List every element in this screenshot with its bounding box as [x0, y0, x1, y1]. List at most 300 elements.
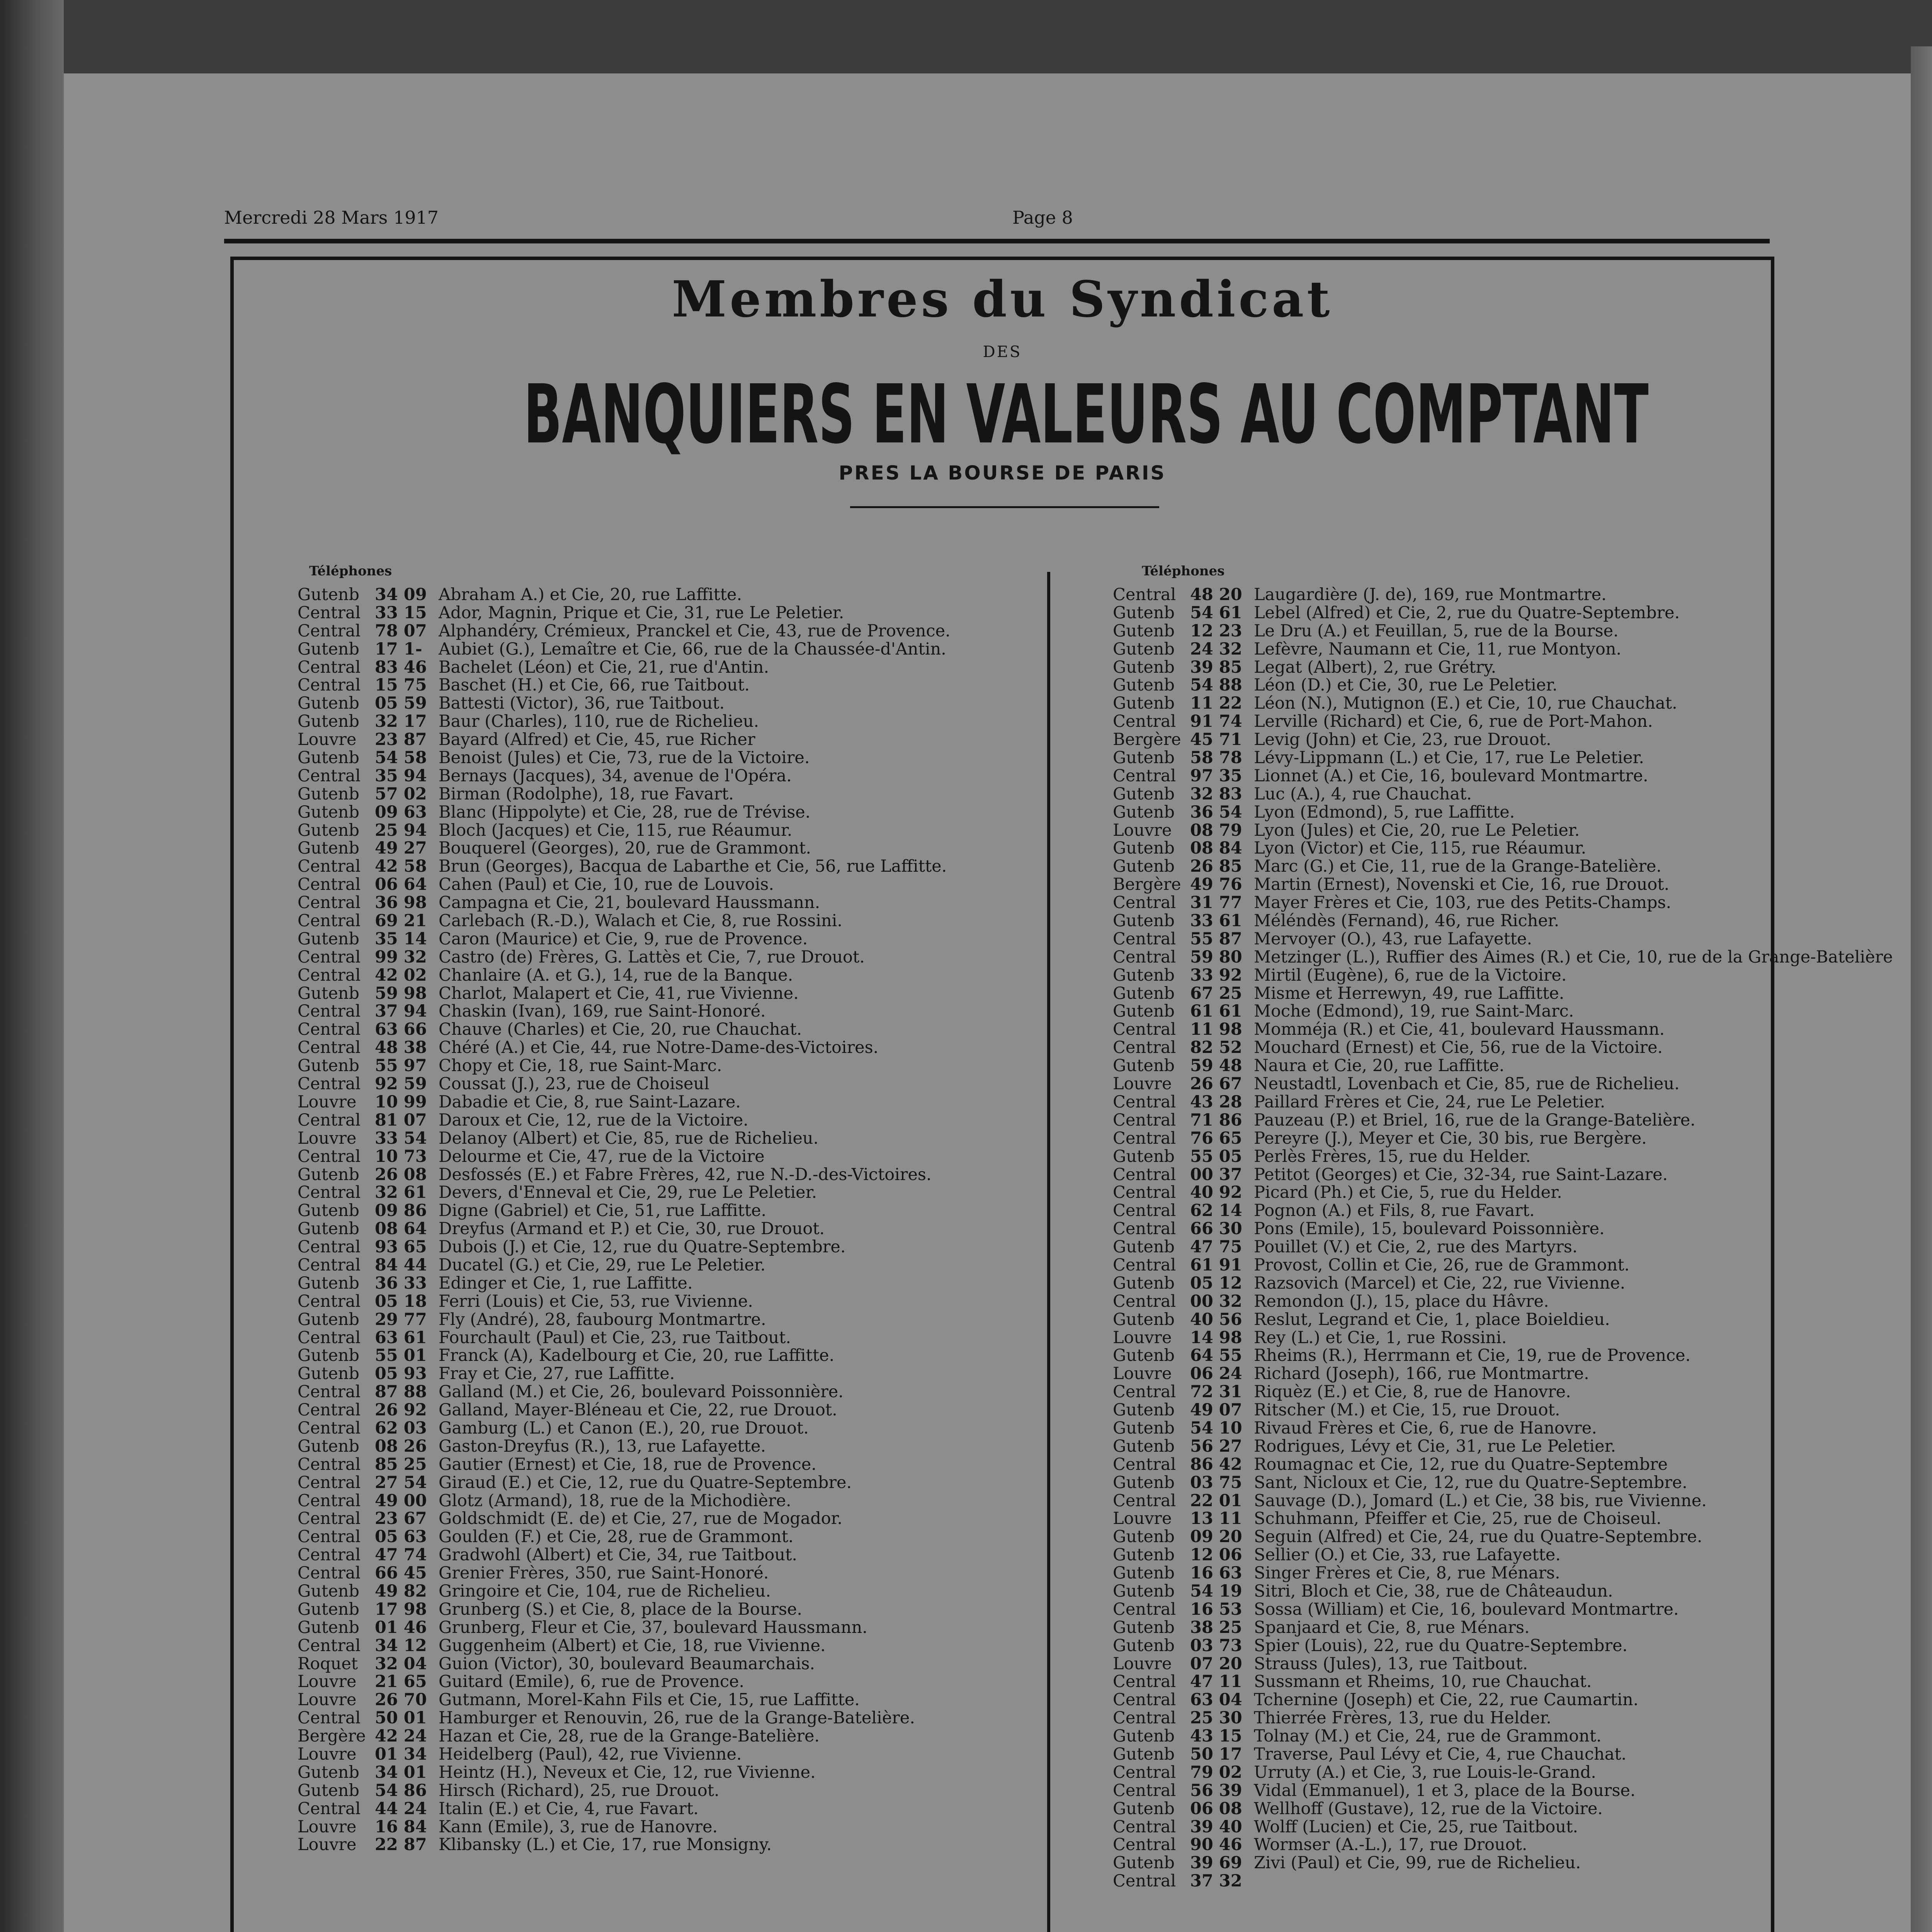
- title-membres: Membres du Syndicat: [672, 270, 1333, 328]
- member-number: 25 94: [375, 820, 427, 840]
- member-row: [1113, 767, 1770, 785]
- member-exchange: Central: [1113, 1491, 1176, 1510]
- member-row: [1113, 912, 1770, 930]
- member-exchange: Gutenb: [1113, 1527, 1175, 1547]
- member-row: [298, 1202, 1039, 1220]
- member-exchange: Central: [1113, 766, 1176, 786]
- member-exchange: Gutenb: [298, 712, 359, 731]
- member-entry: Goulden (F.) et Cie, 28, rue de Grammont.: [439, 1527, 794, 1547]
- member-number: 00 37: [1190, 1165, 1242, 1184]
- member-row: [1113, 876, 1770, 894]
- member-entry: Guggenheim (Albert) et Cie, 18, rue Vivienne.: [439, 1636, 826, 1655]
- member-number: 33 92: [1190, 965, 1242, 985]
- member-exchange: Gutenb: [298, 802, 359, 822]
- member-number: 09 86: [375, 1201, 427, 1221]
- member-entry: Campagna et Cie, 21, boulevard Haussmann.: [439, 893, 820, 913]
- member-entry: Dubois (J.) et Cie, 12, rue du Quatre-Septembre.: [439, 1237, 846, 1257]
- member-number: 55 87: [1190, 929, 1242, 949]
- member-row: [1113, 1039, 1770, 1057]
- member-row: [1113, 894, 1770, 912]
- member-entry: Richard (Joseph), 166, rue Montmartre.: [1254, 1364, 1589, 1384]
- member-row: [1113, 749, 1770, 767]
- page-left-edge: [0, 0, 64, 1932]
- member-number: 54 61: [1190, 603, 1242, 622]
- member-number: 84 44: [375, 1255, 427, 1275]
- member-number: 17 1-: [375, 639, 422, 659]
- member-number: 99 32: [375, 947, 427, 967]
- member-entry: Traverse, Paul Lévy et Cie, 4, rue Chauchat.: [1254, 1745, 1627, 1764]
- member-row: [298, 1220, 1039, 1238]
- member-exchange: Gutenb: [298, 639, 359, 659]
- member-exchange: Bergère: [298, 1726, 366, 1746]
- member-row: [1113, 1510, 1770, 1528]
- member-entry: Strauss (Jules), 13, rue Taitbout.: [1254, 1654, 1528, 1673]
- member-number: 32 04: [375, 1654, 427, 1673]
- member-entry: Klibansky (L.) et Cie, 17, rue Monsigny.: [439, 1835, 772, 1855]
- member-exchange: Central: [298, 1237, 361, 1257]
- member-entry: Heidelberg (Paul), 42, rue Vivienne.: [439, 1745, 742, 1764]
- member-exchange: Central: [298, 965, 361, 985]
- member-row: [1113, 694, 1770, 713]
- member-row: [298, 1274, 1039, 1293]
- member-entry: Benoist (Jules) et Cie, 73, rue de la Victoire.: [439, 748, 810, 768]
- member-exchange: Central: [1113, 1599, 1176, 1619]
- member-number: 63 61: [375, 1328, 427, 1347]
- left-tel-heading: Téléphones: [309, 563, 392, 579]
- member-exchange: Gutenb: [1113, 639, 1175, 659]
- member-number: 05 18: [375, 1291, 427, 1311]
- member-number: 93 65: [375, 1237, 427, 1257]
- member-number: 56 27: [1190, 1436, 1242, 1456]
- member-exchange: Gutenb: [1113, 911, 1175, 931]
- member-entry: Sellier (O.) et Cie, 33, rue Lafayette.: [1254, 1545, 1561, 1565]
- member-entry: Digne (Gabriel) et Cie, 51, rue Laffitte.: [439, 1201, 767, 1221]
- member-entry: Rivaud Frères et Cie, 6, rue de Hanovre.: [1254, 1418, 1597, 1438]
- member-exchange: Central: [298, 1473, 361, 1492]
- member-number: 32 83: [1190, 784, 1242, 804]
- member-row: [298, 839, 1039, 857]
- member-exchange: Gutenb: [1113, 675, 1175, 695]
- member-number: 10 73: [375, 1146, 427, 1166]
- member-number: 11 22: [1190, 694, 1242, 713]
- member-entry: Naura et Cie, 20, rue Laffitte.: [1254, 1056, 1505, 1076]
- member-number: 14 98: [1190, 1328, 1242, 1347]
- member-exchange: Gutenb: [298, 1599, 359, 1619]
- member-row: [298, 1619, 1039, 1637]
- member-row: [298, 1148, 1039, 1166]
- member-entry: Fly (André), 28, faubourg Montmartre.: [439, 1310, 766, 1329]
- member-exchange: Gutenb: [298, 1617, 359, 1637]
- member-exchange: Central: [1113, 712, 1176, 731]
- member-entry: Spier (Louis), 22, rue du Quatre-Septembre.: [1254, 1636, 1628, 1655]
- member-row: [298, 1564, 1039, 1582]
- member-number: 37 32: [1190, 1871, 1242, 1891]
- member-number: 16 53: [1190, 1599, 1242, 1619]
- member-exchange: Gutenb: [298, 1273, 359, 1293]
- member-row: [298, 1745, 1039, 1764]
- member-exchange: Central: [298, 1291, 361, 1311]
- member-row: [298, 676, 1039, 694]
- member-number: 91 74: [1190, 712, 1242, 731]
- member-row: [298, 1709, 1039, 1727]
- member-row: [1113, 1673, 1770, 1691]
- member-exchange: Gutenb: [1113, 603, 1175, 622]
- member-exchange: Central: [298, 1636, 361, 1655]
- member-row: [1113, 1492, 1770, 1510]
- member-entry: Moche (Edmond), 19, rue Saint-Marc.: [1254, 1002, 1574, 1021]
- member-number: 09 20: [1190, 1527, 1242, 1547]
- member-row: [1113, 1456, 1770, 1474]
- member-number: 08 26: [375, 1436, 427, 1456]
- member-entry: Metzinger (L.), Ruffier des Aimes (R.) et Cie, 10, rue de la Grange-Batelière: [1254, 947, 1893, 967]
- member-number: 42 02: [375, 965, 427, 985]
- member-entry: Galland (M.) et Cie, 26, boulevard Poissonnière.: [439, 1382, 844, 1402]
- member-row: [298, 1637, 1039, 1655]
- member-exchange: Gutenb: [1113, 748, 1175, 768]
- member-number: 59 98: [375, 983, 427, 1003]
- member-number: 36 98: [375, 893, 427, 913]
- member-row: [1113, 1220, 1770, 1238]
- member-number: 06 64: [375, 875, 427, 895]
- member-entry: Daroux et Cie, 12, rue de la Victoire.: [439, 1110, 748, 1130]
- member-entry: Pauzeau (P.) et Briel, 16, rue de la Grange-Batelière.: [1254, 1110, 1696, 1130]
- member-entry: Sant, Nicloux et Cie, 12, rue du Quatre-Septembre.: [1254, 1473, 1687, 1492]
- member-row: [298, 1764, 1039, 1782]
- member-row: [1113, 1582, 1770, 1600]
- member-exchange: Central: [1113, 1201, 1176, 1221]
- member-exchange: Gutenb: [298, 838, 359, 858]
- member-entry: Abraham A.) et Cie, 20, rue Laffitte.: [439, 585, 742, 604]
- member-number: 36 33: [375, 1273, 427, 1293]
- member-number: 54 10: [1190, 1418, 1242, 1438]
- member-entry: Guion (Victor), 30, boulevard Beaumarchais.: [439, 1654, 815, 1673]
- member-number: 55 01: [375, 1346, 427, 1366]
- member-exchange: Central: [298, 875, 361, 895]
- member-exchange: Gutenb: [298, 820, 359, 840]
- right-tel-heading: Téléphones: [1142, 563, 1225, 579]
- member-exchange: Gutenb: [1113, 1726, 1175, 1746]
- page-right-edge: [1911, 46, 1932, 1932]
- member-entry: Sauvage (D.), Jomard (L.) et Cie, 38 bis, rue Vivienne.: [1254, 1491, 1707, 1510]
- member-number: 06 24: [1190, 1364, 1242, 1384]
- member-exchange: Gutenb: [1113, 983, 1175, 1003]
- member-row: [298, 1401, 1039, 1419]
- member-entry: Grenier Frères, 350, rue Saint-Honoré.: [439, 1563, 769, 1583]
- member-number: 05 63: [375, 1527, 427, 1547]
- member-entry: Battesti (Victor), 36, rue Taitbout.: [439, 694, 725, 713]
- member-entry: Lévy-Lippmann (L.) et Cie, 17, rue Le Peletier.: [1254, 748, 1644, 768]
- column-divider: [1047, 572, 1050, 1932]
- member-number: 21 65: [375, 1672, 427, 1692]
- member-exchange: Gutenb: [1113, 802, 1175, 822]
- member-exchange: Central: [1113, 893, 1176, 913]
- member-entry: Sitri, Bloch et Cie, 38, rue de Châteaudun.: [1254, 1581, 1613, 1601]
- member-row: [1113, 1764, 1770, 1782]
- member-entry: Zivi (Paul) et Cie, 99, rue de Richelieu.: [1254, 1853, 1581, 1873]
- member-number: 31 77: [1190, 893, 1242, 913]
- member-entry: Chauve (Charles) et Cie, 20, rue Chauchat.: [439, 1020, 802, 1039]
- member-exchange: Gutenb: [298, 694, 359, 713]
- member-entry: Bloch (Jacques) et Cie, 115, rue Réaumur.: [439, 820, 793, 840]
- member-number: 48 38: [375, 1038, 427, 1058]
- member-row: [298, 1057, 1039, 1075]
- member-exchange: Gutenb: [298, 983, 359, 1003]
- member-entry: Chéré (A.) et Cie, 44, rue Notre-Dame-des-Victoires.: [439, 1038, 879, 1058]
- member-row: [1113, 1818, 1770, 1836]
- member-exchange: Central: [298, 1328, 361, 1347]
- member-entry: Mirtil (Eugène), 6, rue de la Victoire.: [1254, 965, 1567, 985]
- member-row: [1113, 1238, 1770, 1256]
- member-number: 44 24: [375, 1799, 427, 1818]
- member-number: 25 30: [1190, 1708, 1242, 1728]
- member-entry: Glotz (Armand), 18, rue de la Michodière.: [439, 1491, 791, 1510]
- member-row: [298, 694, 1039, 713]
- member-exchange: Gutenb: [1113, 1563, 1175, 1583]
- member-row: [1113, 676, 1770, 694]
- member-row: [1113, 1202, 1770, 1220]
- member-entry: Hazan et Cie, 28, rue de la Grange-Batelière.: [439, 1726, 820, 1746]
- member-row: [298, 1075, 1039, 1093]
- member-entry: Chopy et Cie, 18, rue Saint-Marc.: [439, 1056, 722, 1076]
- member-entry: Bouquerel (Georges), 20, rue de Grammont.: [439, 838, 811, 858]
- member-exchange: Central: [298, 893, 361, 913]
- member-number: 50 01: [375, 1708, 427, 1728]
- member-row: [1113, 713, 1770, 731]
- member-entry: Tolnay (M.) et Cie, 24, rue de Grammont.: [1254, 1726, 1602, 1746]
- member-entry: Cahen (Paul) et Cie, 10, rue de Louvois.: [439, 875, 774, 895]
- member-number: 63 66: [375, 1020, 427, 1039]
- member-exchange: Central: [1113, 1835, 1176, 1855]
- member-number: 40 92: [1190, 1183, 1242, 1202]
- member-exchange: Roquet: [298, 1654, 358, 1673]
- member-row: [1113, 803, 1770, 821]
- member-exchange: Central: [1113, 1817, 1176, 1837]
- member-row: [1113, 1528, 1770, 1546]
- member-row: [1113, 947, 1893, 967]
- member-number: 11 98: [1190, 1020, 1242, 1039]
- member-exchange: Central: [1113, 1255, 1176, 1275]
- member-number: 37 94: [375, 1002, 427, 1021]
- member-entry: Fray et Cie, 27, rue Laffitte.: [439, 1364, 675, 1384]
- member-exchange: Gutenb: [1113, 857, 1175, 876]
- member-row: [1113, 1383, 1770, 1401]
- member-number: 61 91: [1190, 1255, 1242, 1275]
- member-row: [1113, 1872, 1770, 1890]
- member-exchange: Central: [1113, 1871, 1176, 1891]
- member-number: 26 67: [1190, 1074, 1242, 1094]
- member-number: 54 86: [375, 1781, 427, 1800]
- member-exchange: Gutenb: [1113, 1418, 1175, 1438]
- member-entry: Lionnet (A.) et Cie, 16, boulevard Montmartre.: [1254, 766, 1648, 786]
- member-entry: Mervoyer (O.), 43, rue Lafayette.: [1254, 929, 1532, 949]
- member-row: [1113, 1148, 1770, 1166]
- member-row: [298, 948, 1039, 966]
- member-row: [1113, 1093, 1770, 1111]
- member-number: 43 15: [1190, 1726, 1242, 1746]
- member-number: 12 23: [1190, 621, 1242, 641]
- member-row: [1113, 1401, 1770, 1419]
- member-exchange: Gutenb: [298, 1436, 359, 1456]
- member-row: [1113, 1600, 1770, 1619]
- right-member-list: [1113, 585, 1893, 1891]
- member-number: 08 64: [375, 1219, 427, 1239]
- member-number: 07 20: [1190, 1654, 1242, 1673]
- member-entry: Bayard (Alfred) et Cie, 45, rue Richer: [439, 730, 755, 750]
- member-row: [298, 912, 1039, 930]
- member-entry: Alphandéry, Crémieux, Pranckel et Cie, 43, rue de Provence.: [439, 621, 951, 641]
- member-exchange: Central: [298, 1418, 361, 1438]
- member-row: [1113, 1474, 1770, 1492]
- member-row: [298, 1419, 1039, 1437]
- member-row: [298, 1456, 1039, 1474]
- member-row: [298, 1836, 1039, 1854]
- member-entry: Lyon (Jules) et Cie, 20, rue Le Peletier.: [1254, 820, 1580, 840]
- member-number: 49 76: [1190, 875, 1242, 895]
- member-row: [1113, 821, 1770, 840]
- member-row: [298, 1800, 1039, 1818]
- member-number: 01 34: [375, 1745, 427, 1764]
- member-row: [1113, 1293, 1770, 1311]
- member-row: [298, 1329, 1039, 1347]
- member-number: 78 07: [375, 621, 427, 641]
- member-exchange: Gutenb: [298, 1346, 359, 1366]
- member-number: 49 00: [375, 1491, 427, 1510]
- member-exchange: Central: [298, 1002, 361, 1021]
- member-number: 32 61: [375, 1183, 427, 1202]
- member-exchange: Gutenb: [298, 1056, 359, 1076]
- member-exchange: Louvre: [298, 1745, 357, 1764]
- member-row: [298, 604, 1039, 622]
- member-entry: Hamburger et Renouvin, 26, rue de la Grange-Batelière.: [439, 1708, 915, 1728]
- member-number: 47 75: [1190, 1237, 1242, 1257]
- member-number: 05 59: [375, 694, 427, 713]
- member-row: [298, 1546, 1039, 1564]
- member-exchange: Gutenb: [1113, 1400, 1175, 1420]
- member-number: 43 28: [1190, 1092, 1242, 1112]
- member-exchange: Central: [298, 1545, 361, 1565]
- member-number: 49 07: [1190, 1400, 1242, 1420]
- member-row: [298, 1782, 1039, 1800]
- member-entry: Chaskin (Ivan), 169, rue Saint-Honoré.: [439, 1002, 766, 1021]
- member-entry: Martin (Ernest), Novenski et Cie, 16, rue Drouot.: [1254, 875, 1670, 895]
- member-row: [298, 1256, 1039, 1274]
- member-row: [1113, 966, 1770, 985]
- page-number: Page 8: [1012, 207, 1073, 228]
- member-number: 45 71: [1190, 730, 1242, 750]
- member-number: 67 25: [1190, 983, 1242, 1003]
- member-row: [298, 1528, 1039, 1546]
- member-row: [1113, 857, 1770, 876]
- member-number: 48 20: [1190, 585, 1242, 604]
- member-row: [1113, 1002, 1770, 1020]
- member-number: 87 88: [375, 1382, 427, 1402]
- member-row: [1113, 1619, 1770, 1637]
- member-exchange: Gutenb: [298, 1762, 359, 1782]
- member-exchange: Louvre: [1113, 1328, 1172, 1347]
- member-number: 03 73: [1190, 1636, 1242, 1655]
- member-entry: Seguin (Alfred) et Cie, 24, rue du Quatre-Septembre.: [1254, 1527, 1702, 1547]
- member-number: 59 80: [1190, 947, 1242, 967]
- member-row: [1113, 839, 1770, 857]
- header-rule: [224, 239, 1770, 243]
- member-exchange: Louvre: [1113, 1364, 1172, 1384]
- member-row: [298, 1347, 1039, 1365]
- member-number: 66 30: [1190, 1219, 1242, 1239]
- member-number: 33 61: [1190, 911, 1242, 931]
- member-entry: Paillard Frères et Cie, 24, rue Le Peletier.: [1254, 1092, 1605, 1112]
- member-number: 10 99: [375, 1092, 427, 1112]
- member-row: [298, 1727, 1039, 1745]
- member-row: [298, 1238, 1039, 1256]
- member-exchange: Central: [298, 603, 361, 622]
- title-banquiers: BANQUIERS EN VALEURS AU COMPTANT: [524, 367, 1649, 462]
- member-row: [1113, 1184, 1770, 1202]
- member-entry: Lebel (Alfred) et Cie, 2, rue du Quatre-Septembre.: [1254, 603, 1680, 622]
- member-number: 12 06: [1190, 1545, 1242, 1565]
- member-number: 00 32: [1190, 1291, 1242, 1311]
- member-exchange: Central: [298, 675, 361, 695]
- member-entry: Castro (de) Frères, G. Lattès et Cie, 7, rue Drouot.: [439, 947, 865, 967]
- member-exchange: Louvre: [1113, 1654, 1172, 1673]
- member-number: 97 35: [1190, 766, 1242, 786]
- member-row: [1113, 1256, 1770, 1274]
- member-row: [298, 803, 1039, 821]
- member-entry: Urruty (A.) et Cie, 3, rue Louis-le-Grand.: [1254, 1762, 1596, 1782]
- member-entry: Edinger et Cie, 1, rue Laffitte.: [439, 1273, 693, 1293]
- member-number: 39 85: [1190, 657, 1242, 677]
- member-number: 54 58: [375, 748, 427, 768]
- member-exchange: Louvre: [1113, 820, 1172, 840]
- member-row: [298, 1492, 1039, 1510]
- member-row: [298, 1020, 1039, 1039]
- member-row: [1113, 622, 1770, 640]
- member-exchange: Louvre: [1113, 1074, 1172, 1094]
- member-number: 03 75: [1190, 1473, 1242, 1492]
- member-entry: Reslut, Legrand et Cie, 1, place Boieldieu.: [1254, 1310, 1610, 1329]
- member-entry: Chanlaire (A. et G.), 14, rue de la Banque.: [439, 965, 793, 985]
- member-exchange: Central: [1113, 1165, 1176, 1184]
- member-entry: Schuhmann, Pfeiffer et Cie, 25, rue de Choiseul.: [1254, 1509, 1662, 1529]
- member-entry: Devers, d'Enneval et Cie, 29, rue Le Peletier.: [439, 1183, 817, 1202]
- member-row: [298, 1437, 1039, 1456]
- member-row: [298, 1184, 1039, 1202]
- member-entry: Rey (L.) et Cie, 1, rue Rossini.: [1254, 1328, 1507, 1347]
- member-row: [1113, 1365, 1770, 1383]
- member-exchange: Gutenb: [1113, 1636, 1175, 1655]
- member-exchange: Gutenb: [1113, 1745, 1175, 1764]
- member-entry: Neustadtl, Lovenbach et Cie, 85, rue de Richelieu.: [1254, 1074, 1680, 1094]
- member-row: [1113, 1166, 1770, 1184]
- member-entry: Heintz (H.), Neveux et Cie, 12, rue Vivienne.: [439, 1762, 816, 1782]
- member-number: 22 01: [1190, 1491, 1242, 1510]
- member-exchange: Central: [1113, 1672, 1176, 1692]
- member-row: [1113, 1564, 1770, 1582]
- member-row: [1113, 1546, 1770, 1564]
- member-number: 56 39: [1190, 1781, 1242, 1800]
- member-exchange: Gutenb: [1113, 1473, 1175, 1492]
- member-entry: Ducatel (G.) et Cie, 29, rue Le Peletier.: [439, 1255, 766, 1275]
- member-row: [298, 640, 1039, 658]
- member-number: 47 74: [375, 1545, 427, 1565]
- title-pres: PRES LA BOURSE DE PARIS: [838, 462, 1166, 484]
- member-row: [1113, 930, 1770, 948]
- member-exchange: Central: [298, 621, 361, 641]
- member-exchange: Central: [298, 1400, 361, 1420]
- member-number: 49 82: [375, 1581, 427, 1601]
- member-exchange: Gutenb: [298, 1781, 359, 1800]
- member-entry: Blanc (Hippolyte) et Cie, 28, rue de Trévise.: [439, 802, 811, 822]
- member-entry: Vidal (Emmanuel), 1 et 3, place de la Bourse.: [1254, 1781, 1636, 1800]
